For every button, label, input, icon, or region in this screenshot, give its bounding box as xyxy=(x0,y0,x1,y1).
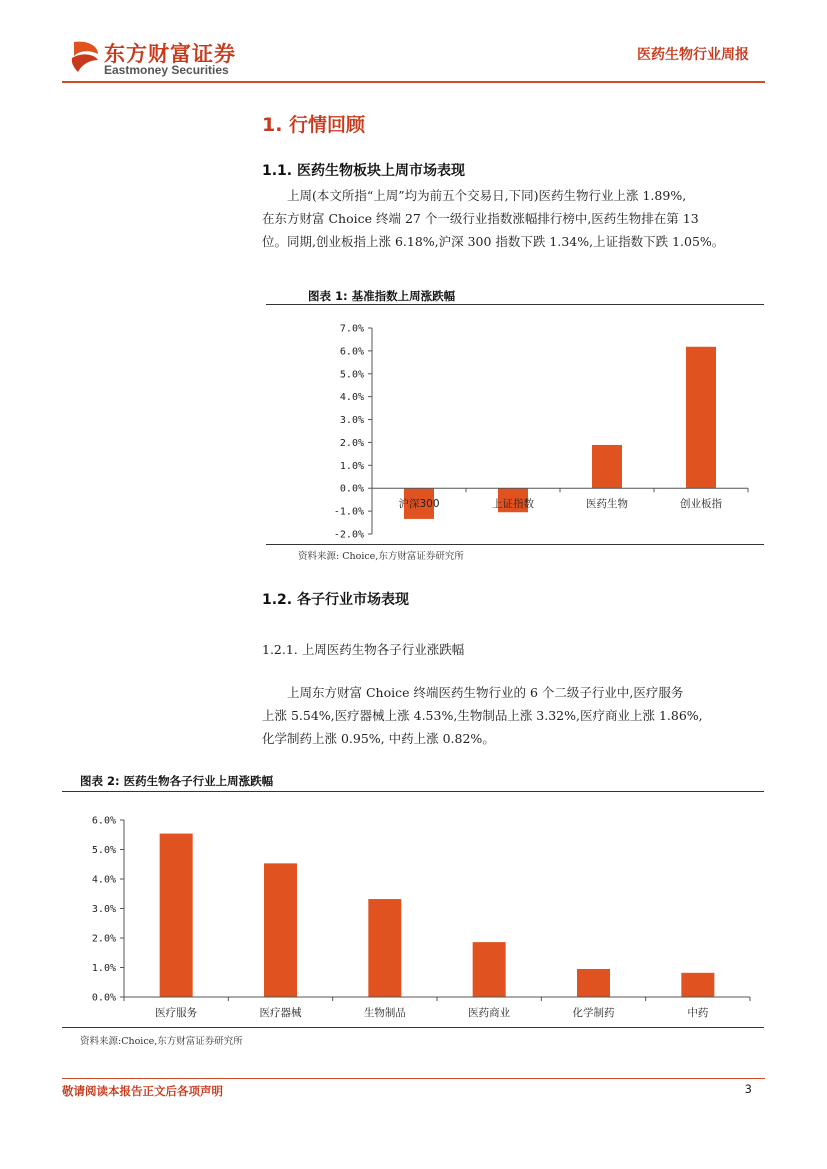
logo-company-name-cn: 东方财富证券 xyxy=(104,42,236,66)
y-tick-label: 5.0% xyxy=(91,845,116,856)
bar xyxy=(473,942,506,997)
y-tick-label: 6.0% xyxy=(339,346,364,358)
y-tick-label: 2.0% xyxy=(339,437,364,449)
figure-2-source: 资料来源:Choice,东方财富证券研究所 xyxy=(80,1036,243,1047)
section-heading-1-2: 1.2. 各子行业市场表现 xyxy=(262,592,409,608)
category-label: 医药生物 xyxy=(586,498,628,511)
logo-company-name-en: Eastmoney Securities xyxy=(104,63,229,77)
y-tick-label: 7.0% xyxy=(339,323,364,335)
figure-2-title: 图表 2: 医药生物各子行业上周涨跌幅 xyxy=(80,774,274,788)
category-label: 上证指数 xyxy=(492,498,534,511)
category-label: 创业板指 xyxy=(680,498,722,511)
section-heading-1-1: 1.1. 医药生物板块上周市场表现 xyxy=(262,163,465,179)
bar xyxy=(681,973,714,997)
y-tick-label: 5.0% xyxy=(339,369,364,381)
category-label: 中药 xyxy=(687,1007,709,1019)
y-tick-label: 2.0% xyxy=(91,933,116,945)
bar xyxy=(577,969,610,997)
figure-1-top-rule xyxy=(266,304,764,305)
report-type-label: 医药生物行业周报 xyxy=(637,47,749,63)
paragraph-line: 上涨 5.54%,医疗器械上涨 4.53%,生物制品上涨 3.32%,医疗商业上涨 1.86%, xyxy=(262,708,703,723)
y-tick-label: 0.0% xyxy=(339,483,364,495)
paragraph-line: 上周东方财富 Choice 终端医药生物行业的 6 个二级子行业中,医疗服务 xyxy=(287,685,684,700)
category-label: 化学制药 xyxy=(572,1007,615,1019)
y-tick-label: 3.0% xyxy=(91,904,116,915)
figure-2-top-rule xyxy=(62,791,764,792)
eastmoney-logo-icon xyxy=(68,38,102,74)
figure-1-title: 图表 1: 基准指数上周涨跌幅 xyxy=(308,289,456,303)
figure-2-chart xyxy=(62,800,764,1026)
paragraph-line: 上周(本文所指“上周”均为前五个交易日,下同)医药生物行业上涨 1.89%, xyxy=(287,188,687,203)
bar xyxy=(686,347,716,488)
paragraph-line: 在东方财富 Choice 终端 27 个一级行业指数涨幅排行榜中,医药生物排在第 13 xyxy=(262,211,699,226)
y-tick-label: 1.0% xyxy=(91,963,116,974)
section-1-1-paragraph xyxy=(262,184,760,253)
y-tick-label: -2.0% xyxy=(333,529,364,541)
bar xyxy=(592,445,622,488)
figure-1-bottom-rule xyxy=(266,544,764,545)
figure-2-bottom-rule xyxy=(62,1027,764,1028)
footer-disclaimer: 敬请阅读本报告正文后各项声明 xyxy=(62,1084,223,1098)
category-label: 医疗服务 xyxy=(155,1007,198,1019)
y-tick-label: -1.0% xyxy=(333,506,364,518)
header-divider xyxy=(62,81,765,83)
paragraph-line: 化学制药上涨 0.95%, 中药上涨 0.82%。 xyxy=(262,731,495,746)
bar xyxy=(368,899,401,997)
section-heading-1: 1. 行情回顾 xyxy=(262,114,366,136)
y-tick-label: 4.0% xyxy=(339,392,364,404)
category-label: 生物制品 xyxy=(363,1007,406,1019)
footer-divider xyxy=(62,1078,765,1079)
category-label: 沪深300 xyxy=(398,498,440,511)
paragraph-line: 位。同期,创业板指上涨 6.18%,沪深 300 指数下跌 1.34%,上证指数下跌 1.05%。 xyxy=(262,234,725,249)
figure-1-source: 资料来源: Choice,东方财富证券研究所 xyxy=(298,551,464,562)
y-tick-label: 6.0% xyxy=(91,815,116,827)
figure-1-chart xyxy=(266,310,764,542)
bar xyxy=(160,834,193,997)
y-tick-label: 4.0% xyxy=(91,874,116,886)
y-tick-label: 1.0% xyxy=(339,460,364,472)
category-label: 医药商业 xyxy=(468,1007,511,1019)
category-label: 医疗器械 xyxy=(259,1007,302,1019)
section-heading-1-2-1: 1.2.1. 上周医药生物各子行业涨跌幅 xyxy=(262,642,465,657)
y-tick-label: 0.0% xyxy=(91,992,116,1004)
page-number: 3 xyxy=(744,1082,752,1096)
section-1-2-1-paragraph xyxy=(262,681,760,750)
bar xyxy=(264,863,297,997)
y-tick-label: 3.0% xyxy=(339,415,364,427)
